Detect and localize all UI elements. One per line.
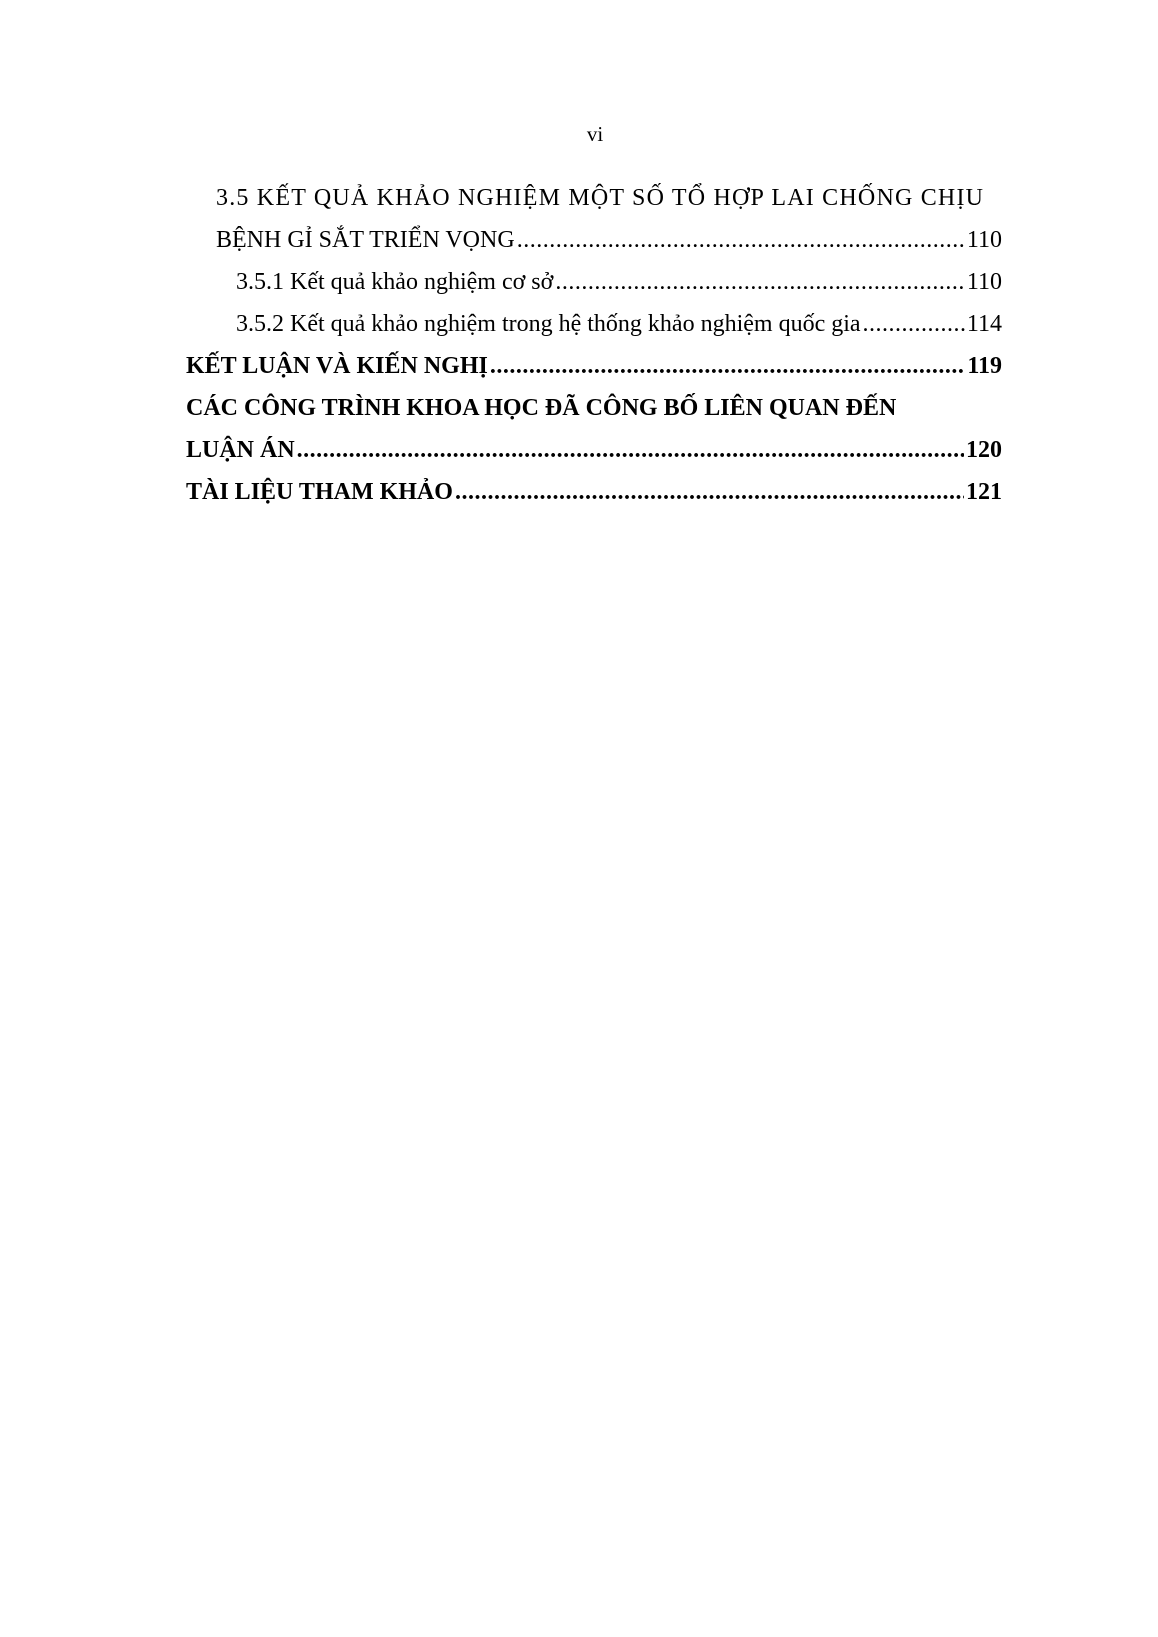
page-number: vi (586, 122, 604, 146)
toc-entry-label: 3.5 KẾT QUẢ KHẢO NGHIỆM MỘT SỐ TỔ HỢP LAI CHỐNG CHỊU (216, 185, 985, 211)
toc-entry-page: 121 (966, 479, 1002, 505)
dot-leader (517, 224, 965, 256)
toc-entry-page: 120 (966, 437, 1002, 463)
toc-entry-page: 110 (966, 227, 1002, 253)
toc-entry-3-5-1[interactable] (236, 266, 1002, 298)
toc-entry-label: 3.5.2 Kết quả khảo nghiệm trong hệ thống khảo nghiệm quốc gia (236, 311, 861, 337)
toc-entry-3-5-2[interactable] (236, 308, 1002, 340)
toc-entry-page: 114 (966, 311, 1002, 337)
toc-entry-label: KẾT LUẬN VÀ KIẾN NGHỊ (186, 353, 488, 379)
toc-entry-label: LUẬN ÁN (186, 437, 295, 463)
toc-entry-label: BỆNH GỈ SẮT TRIỂN VỌNG (216, 227, 515, 253)
toc-entry-label: CÁC CÔNG TRÌNH KHOA HỌC ĐÃ CÔNG BỐ LIÊN QUAN ĐẾN (186, 395, 897, 421)
toc-entry-page: 119 (967, 353, 1002, 379)
toc-entry-page: 110 (966, 269, 1002, 295)
toc-entry-3-5-line2[interactable] (216, 224, 1002, 256)
toc-entry-label: TÀI LIỆU THAM KHẢO (186, 479, 453, 505)
toc-entry-3-5-line1 (216, 182, 985, 214)
dot-leader (490, 350, 965, 382)
toc-entry-references[interactable] (186, 476, 1002, 508)
dot-leader (297, 434, 964, 466)
dot-leader (455, 476, 964, 508)
toc-entry-publications-line1 (186, 392, 906, 424)
toc-entry-conclusion[interactable] (186, 350, 1002, 382)
toc-entry-label: 3.5.1 Kết quả khảo nghiệm cơ sở (236, 269, 554, 295)
dot-leader (863, 308, 965, 340)
toc-entry-publications-line2[interactable] (186, 434, 1002, 466)
dot-leader (555, 266, 965, 298)
